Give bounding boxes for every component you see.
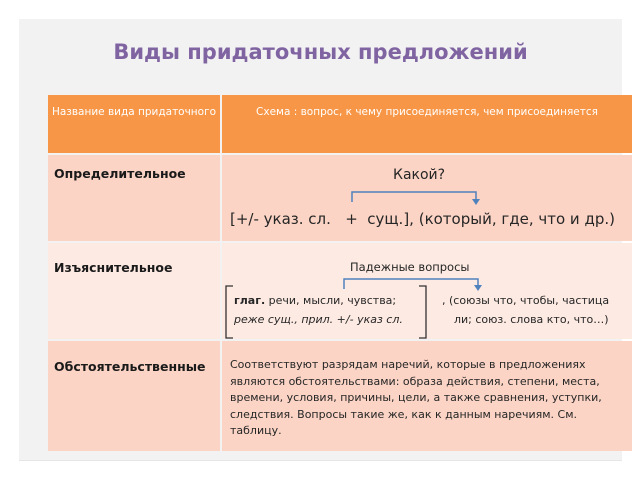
row-name-explanatory: Изъяснительное	[54, 260, 173, 275]
header-col-scheme: Схема : вопрос, к чему присоединяется, чем присоединяется	[222, 95, 632, 153]
header-col-name: Название вида придаточного	[48, 95, 220, 153]
row-question: Падежные вопросы	[350, 260, 470, 274]
slide-title: Виды придаточных предложений	[113, 40, 528, 64]
slide	[19, 19, 622, 461]
right-bracket-icon	[418, 285, 428, 341]
row-scheme: [+/- указ. сл. + сущ.], (который, где, что и др.)	[230, 210, 615, 228]
verb-types: речи, мысли, чувства;	[265, 294, 397, 307]
clauses-table	[48, 95, 632, 451]
arrow-icon	[338, 276, 488, 294]
row-question: Какой?	[393, 167, 446, 183]
conjunctions-line2: ли; союз. слова кто, что…)	[454, 313, 609, 326]
conjunctions-line1: , (союзы что, чтобы, частица	[442, 294, 610, 307]
row-name-adverbial: Обстоятельственные	[54, 359, 206, 374]
row-name-definitive: Определительное	[54, 166, 186, 181]
column-divider	[220, 155, 222, 451]
arrow-icon	[348, 188, 488, 208]
row-description: Соответствуют разрядам наречий, которые в предложениях являются обстоятельствами: образа действия, степени, места, времени, условия, причины, цели, а также сравнения, уступки, следствия. Вопросы такие же, как к данным наречиям. См. таблицу.	[230, 358, 602, 437]
alt-words: реже сущ., прил. +/- указ сл.	[234, 313, 403, 326]
verb-label: глаг.	[234, 294, 266, 307]
